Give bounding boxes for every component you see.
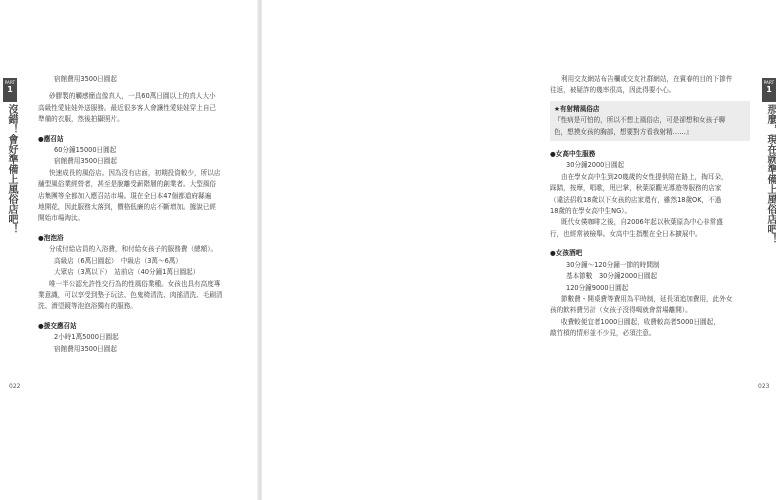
part-tab-right xyxy=(762,78,776,102)
right-page xyxy=(262,0,776,500)
text-line: 收費較便宜者1000日圓起，收費較高者5000日圓起， xyxy=(561,317,720,326)
text-line: 利用交友網站布告欄或交友社群網站，在賓春的目的下節件 xyxy=(561,75,733,83)
part-number: 1 xyxy=(766,85,772,94)
text-line: 開始市場淘汰。 xyxy=(38,214,85,223)
quote-line: 色，想摸女孩的胸部，想要對方看我射精……』 xyxy=(554,127,693,136)
text-line: 地開花，因此服務太落到，價格低廉的店不斷增加。據說已經 xyxy=(38,203,217,212)
text-line: 洗、潛望鏡等泡泡浴獨有的服務。 xyxy=(38,302,137,311)
text-line: 由在學女高中生到20幾歲的女性提供陪在路上，掏耳朵， xyxy=(561,172,728,181)
section-heading: ●泡泡浴 xyxy=(38,233,64,242)
text-line: 宿館費用3500日圓起 xyxy=(54,344,117,353)
text-line: 2小時1萬5000日圓起 xyxy=(54,333,119,342)
part-tab-left xyxy=(3,78,17,102)
highlight-title: ★有射精風俗店 xyxy=(554,104,600,113)
left-page-body xyxy=(38,74,253,355)
section-heading: ●女高中生服務 xyxy=(550,150,596,159)
chapter-side-title: 沒錯！會好準備上風俗店吧！ xyxy=(6,104,17,234)
text-line: 18歲的在學女高中生NG）。 xyxy=(550,207,632,216)
text-line: 30分鐘～120分鐘一節的時間制 xyxy=(566,260,660,269)
text-line: 行，也經常被檢舉。女高中生指壓在全日本擴展中。 xyxy=(550,229,702,238)
text-line: 準備的衣服，然後拍攝照片。 xyxy=(38,115,124,124)
quote-line: 『性病是可怕的，所以不想上風俗店，可是卻想和女孩子聊 xyxy=(554,116,726,125)
text-line: 宿館費用3500日圓起 xyxy=(54,157,117,166)
section-heading: ●應召站 xyxy=(38,134,64,143)
text-line: 唯一半公認允許性交行為的性風俗業種。女孩也具有高度專 xyxy=(49,279,221,288)
text-line: 基本節數 30分鐘2000日圓起 xyxy=(566,272,658,281)
text-line: 快速成長的風俗店。因為沒有店面，初期投資較少，所以店 xyxy=(49,168,221,177)
page-number: 022 xyxy=(9,383,21,390)
text-line: 大眾店（3萬以下） 站前店（40分鐘1萬日圓起） xyxy=(54,268,200,277)
right-page-body xyxy=(550,74,750,340)
left-page xyxy=(0,0,258,500)
part-label: PART xyxy=(763,80,775,85)
highlight-box xyxy=(550,101,750,141)
text-line: 分成付給店員的入浴費，和付給女孩子的服務費（總額）。 xyxy=(49,245,218,254)
text-line: 高級性愛娃娃外送服務。最近很多客人會讓性愛娃娃穿上自己 xyxy=(38,103,217,112)
highlight-quote xyxy=(554,115,746,138)
text-line: 孩的飲料費另計（女孩子沒得喝就會當場離開）。 xyxy=(550,306,692,315)
page-number: 023 xyxy=(758,383,770,390)
text-line: 30分鐘2000日圓起 xyxy=(566,161,625,170)
text-line: 踩踏，按摩，唱歌，甩巴掌，秋葉原觀光導遊等服務的店家 xyxy=(550,184,722,193)
section-heading: ●女孩酒吧 xyxy=(550,249,583,258)
text-line: 砂膠製的觸感簡直像真人，一具60萬日圓以上的真人大小 xyxy=(49,92,216,101)
chapter-side-title: 那麼，現在就準備上風俗店吧！ xyxy=(765,104,776,244)
text-line: 敲竹槓的情形並不少見，必須注意。 xyxy=(550,329,656,338)
part-number: 1 xyxy=(7,85,13,94)
text-line: 60分鐘15000日圓起 xyxy=(54,146,117,155)
text-line: 舖型風俗業經營者，甚至是脫離受薪階層的創業者。大型風俗 xyxy=(38,180,217,189)
text-line: 店集團等全都加入應召站市場。現在全日本47個都道府縣遍 xyxy=(38,191,212,200)
section-heading: ●援交應召站 xyxy=(38,321,77,330)
text-line: 業意識，可以享受到墊子玩法、色鬼椅清洗、肉搖清洗、毛刷清 xyxy=(38,290,223,299)
text-line: 節數費・開桌費等費用為平時制，延長須追加費用，此外女 xyxy=(561,294,733,303)
text-line: 宿館費用3500日圓起 xyxy=(54,75,117,83)
text-line: （違法招收18歲以下女孩的店家還有，雖然18歲OK，不過 xyxy=(550,195,722,204)
text-line: 高級店（6萬日圓起） 中級店（3萬～6萬） xyxy=(54,256,182,265)
text-line: 往返，被疑詐的幾率很高，因此得要小心。 xyxy=(550,86,676,95)
text-line: 既代女僕咖啡之後，自2006年起以秋葉原為中心非常盛 xyxy=(561,218,723,227)
part-label: PART xyxy=(4,80,16,85)
right-body-text xyxy=(550,149,750,340)
text-line: 120分鐘9000日圓起 xyxy=(566,283,629,292)
intro-paragraph xyxy=(550,74,750,97)
